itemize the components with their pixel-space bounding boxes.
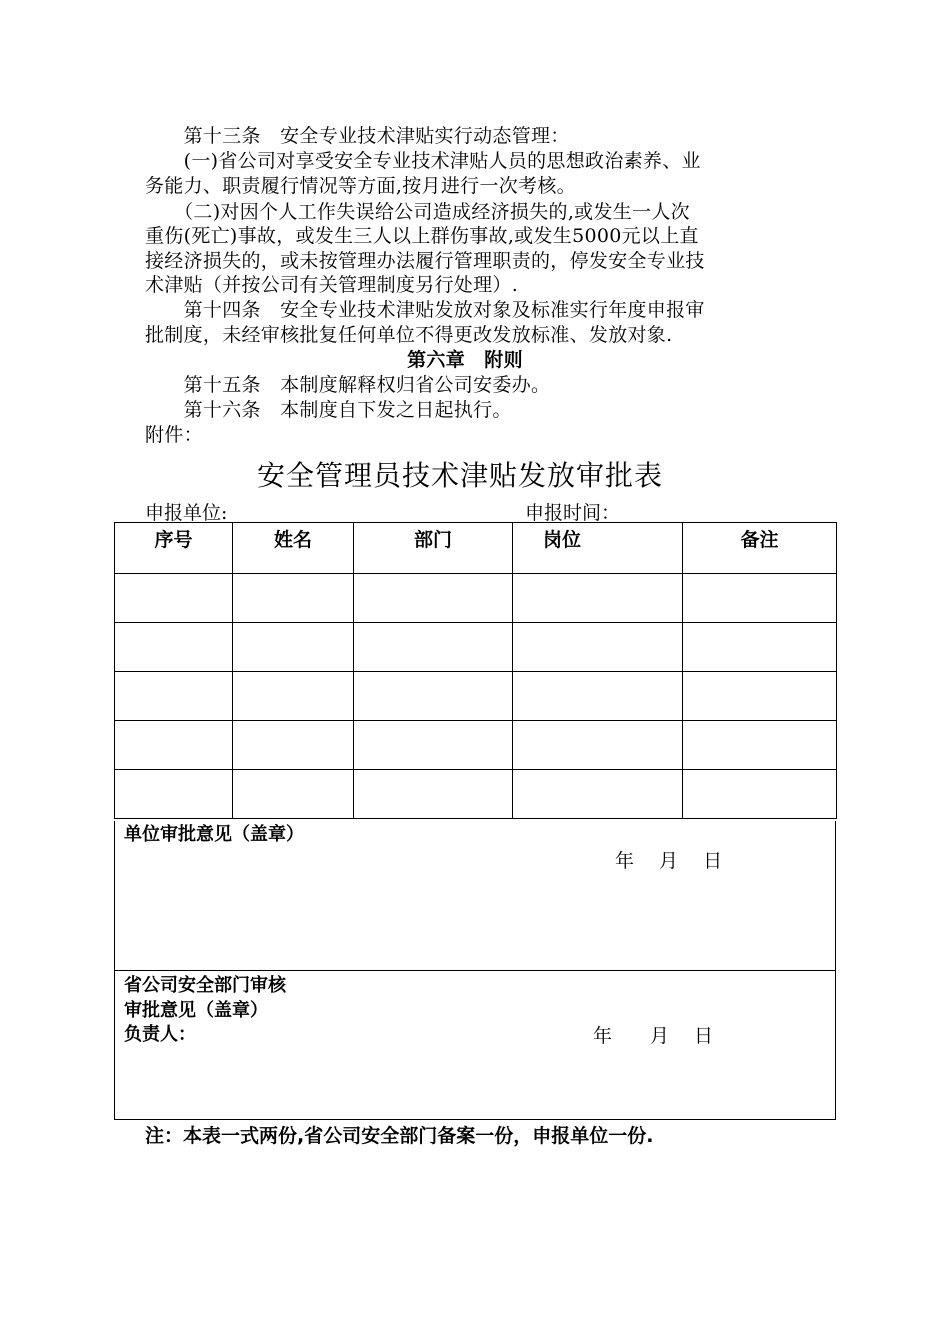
- province-review-date: 年 月 日: [593, 1025, 714, 1047]
- table-cell[interactable]: [115, 574, 233, 623]
- table-cell[interactable]: [233, 770, 354, 819]
- table-cell[interactable]: [683, 672, 837, 721]
- table-row: [115, 721, 837, 770]
- table-header-row: [115, 523, 837, 574]
- table-cell[interactable]: [115, 770, 233, 819]
- province-review-label-1: 省公司安全部门审核: [124, 975, 286, 996]
- paragraph-line: 第十三条 安全专业技术津贴实行动态管理：: [145, 125, 570, 147]
- header-remark: 备注: [683, 523, 837, 574]
- table-cell[interactable]: [683, 623, 837, 672]
- attachment-label: 附件：: [145, 424, 203, 446]
- province-review-label-2: 审批意见（盖章）: [124, 1000, 268, 1021]
- table-row: [115, 623, 837, 672]
- table-cell[interactable]: [513, 770, 683, 819]
- table-row: [115, 672, 837, 721]
- table-cell[interactable]: [354, 672, 513, 721]
- table-cell[interactable]: [233, 721, 354, 770]
- table-cell[interactable]: [513, 574, 683, 623]
- table-cell[interactable]: [513, 672, 683, 721]
- table-cell[interactable]: [354, 721, 513, 770]
- table-cell[interactable]: [513, 623, 683, 672]
- header-department: 部门: [354, 523, 513, 574]
- paragraph-line: 批制度，未经审核批复任何单位不得更改发放标准、发放对象.: [145, 324, 673, 346]
- paragraph-line: 接经济损失的，或未按管理办法履行管理职责的，停发安全专业技: [145, 250, 705, 272]
- approval-table: [114, 522, 837, 819]
- table-cell[interactable]: [354, 574, 513, 623]
- header-serial: 序号: [115, 523, 233, 574]
- table-row: [115, 770, 837, 819]
- responsible-label: 负责人：: [124, 1024, 196, 1045]
- paragraph-line: 第十四条 安全专业技术津贴发放对象及标准实行年度申报审: [145, 299, 705, 321]
- time-label: 申报时间：: [525, 502, 621, 524]
- table-cell[interactable]: [513, 721, 683, 770]
- header-name: 姓名: [233, 523, 354, 574]
- table-cell[interactable]: [683, 770, 837, 819]
- paragraph-line: （二)对因个人工作失误给公司造成经济损失的,或发生一人次: [145, 201, 690, 223]
- table-cell[interactable]: [233, 672, 354, 721]
- paragraph-line: 第十五条 本制度解释权归省公司安委办。: [145, 374, 551, 396]
- unit-approval-date: 年 月 日: [615, 850, 723, 872]
- province-review-section[interactable]: [114, 970, 836, 1120]
- paragraph-line: 第十六条 本制度自下发之日起执行。: [145, 399, 512, 421]
- table-cell[interactable]: [233, 623, 354, 672]
- form-title: 安全管理员技术津贴发放审批表: [256, 459, 663, 492]
- unit-approval-section[interactable]: [114, 821, 836, 971]
- paragraph-line: 术津贴（并按公司有关管理制度另行处理）.: [145, 274, 519, 296]
- unit-approval-label: 单位审批意见（盖章）: [124, 824, 304, 845]
- paragraph-line: 务能力、职责履行情况等方面,按月进行一次考核。: [145, 175, 576, 197]
- unit-label: 申报单位:: [145, 502, 228, 524]
- chapter-heading: 第六章 附则: [407, 349, 523, 371]
- table-cell[interactable]: [233, 574, 354, 623]
- table-cell[interactable]: [354, 770, 513, 819]
- table-cell[interactable]: [683, 574, 837, 623]
- paragraph-line: 重伤(死亡)事故，或发生三人以上群伤事故,或发生5000元以上直: [145, 225, 699, 247]
- table-cell[interactable]: [354, 623, 513, 672]
- paragraph-line: (一)省公司对享受安全专业技术津贴人员的思想政治素养、业: [145, 150, 701, 172]
- table-row: [115, 574, 837, 623]
- table-cell[interactable]: [115, 623, 233, 672]
- table-cell[interactable]: [115, 672, 233, 721]
- table-cell[interactable]: [115, 721, 233, 770]
- form-note: 注：本表一式两份,省公司安全部门备案一份，申报单位一份.: [145, 1125, 654, 1147]
- header-position: 岗位: [513, 523, 683, 574]
- table-cell[interactable]: [683, 721, 837, 770]
